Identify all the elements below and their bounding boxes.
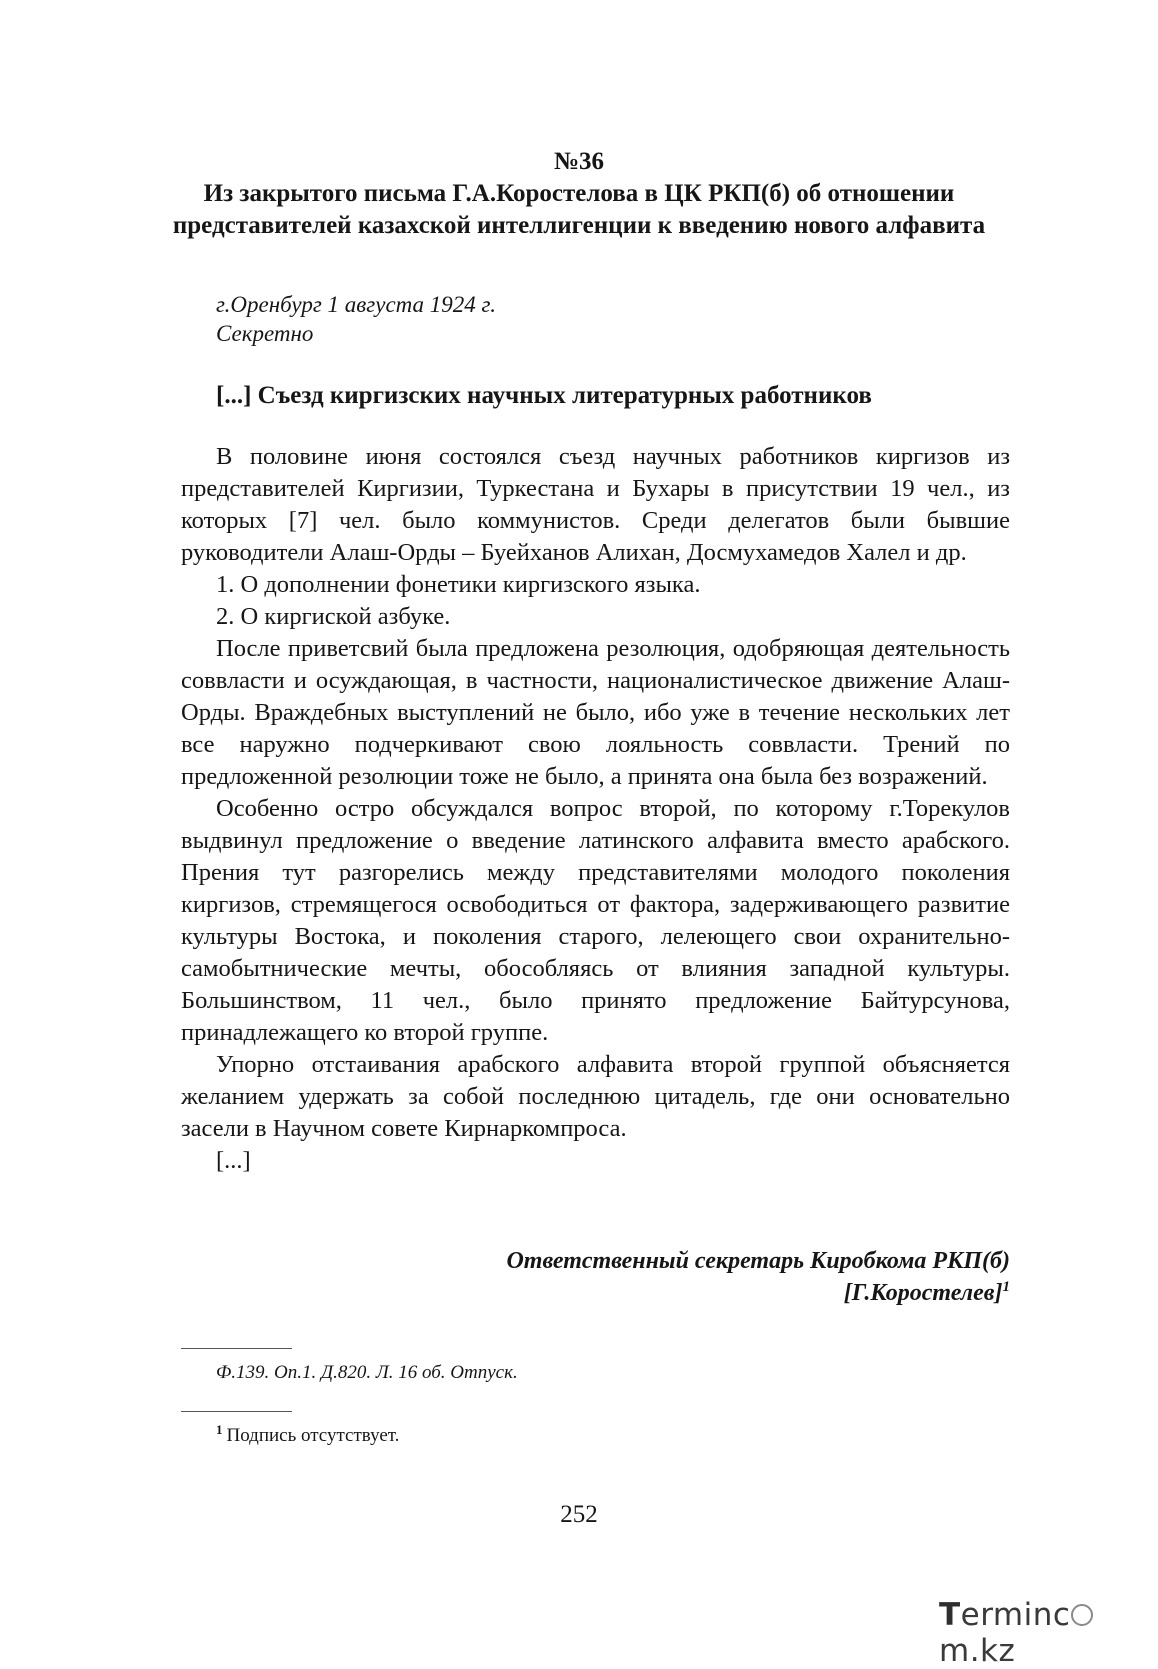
document-title: Из закрытого письма Г.А.Коростелова в ЦК РКП(б) об отношении представителей казахской интеллигенции к введению нового алфавита [172,180,986,239]
watermark-text: c [1052,1597,1071,1633]
watermark-o-icon [1071,1604,1093,1626]
paragraph: Упорно отстаивания арабского алфавита второй группой объясняется желанием удержать за собой последнюю цитадель, где они основательно засели в Научном совете Кирнаркомпроса. [181,1051,1010,1142]
watermark-letter-t: T [939,1597,961,1633]
paragraph: В половине июня состоялся съезд научных работников киргизов из представителей Киргизии, Туркестана и Бухары в присутствии 19 чел., из которых [7] чел. было коммунистов. Среди делегатов были бывшие руководители Алаш-Орды – Буейханов Алихан, Досмухамедов Халел и др. [181,443,1010,566]
footnote [216,1423,399,1449]
paragraph: После приветсвий была предложена резолюция, одобряющая деятельность соввласти и осуждающая, в частности, националистическое движение Алаш-Орды. Враждебных выступлений не было, ибо уже в течение нескольких лет все наружно подчеркивают свою лояльность соввласти. Трений по предложенной резолюции тоже не было, а принята она была без возражений. [181,635,1010,790]
document-number: №36 [553,148,605,175]
footnote-divider [181,1411,292,1412]
watermark-text: ermin [960,1597,1053,1633]
body-text [181,441,1010,1177]
omission-mark: [...] [216,1147,251,1174]
archive-divider [181,1348,292,1349]
paragraph: Особенно остро обсуждался вопрос второй, по которому г.Торекулов выдвинул предложение о введение латинского алфавита вместо арабского. Прения тут разгорелись между представителями молодого поколения киргизов, стремящегося освободиться от фактора, задерживающего развитие культуры Востока, и поколения старого, лелеющего свои охранительно-самобытнические мечты, обособляясь от влияния западной культуры. Большинством, 11 чел., было принято предложение Байтурсунова, принадлежащего ко второй группе. [181,795,1010,1046]
signatory-name: [Г.Коростелев] [843,1280,1003,1306]
section-heading: [...] Съезд киргизских научных литературных работников [216,382,872,409]
signature-block [506,1245,1010,1309]
agenda-item: 2. О киргиской азбуке. [216,603,451,630]
agenda-item: 1. О дополнении фонетики киргизского языка. [216,571,701,598]
watermark-text: m.kz [939,1633,1016,1669]
footnote-reference: 1 [1002,1279,1010,1295]
footnote-text: Подпись отсутствует. [226,1425,400,1446]
signatory-name-line [506,1277,1010,1309]
archive-reference: Ф.139. Оп.1. Д.820. Л. 16 об. Отпуск. [216,1362,518,1383]
secrecy-mark: Секретно [216,321,314,346]
watermark-logo [939,1597,1147,1669]
signatory-position: Ответственный секретарь Киробкома РКП(б) [506,1248,1010,1274]
page-number: 252 [560,1501,598,1528]
place-date: г.Оренбург 1 августа 1924 г. [216,292,496,317]
footnote-mark: 1 [216,1421,223,1437]
